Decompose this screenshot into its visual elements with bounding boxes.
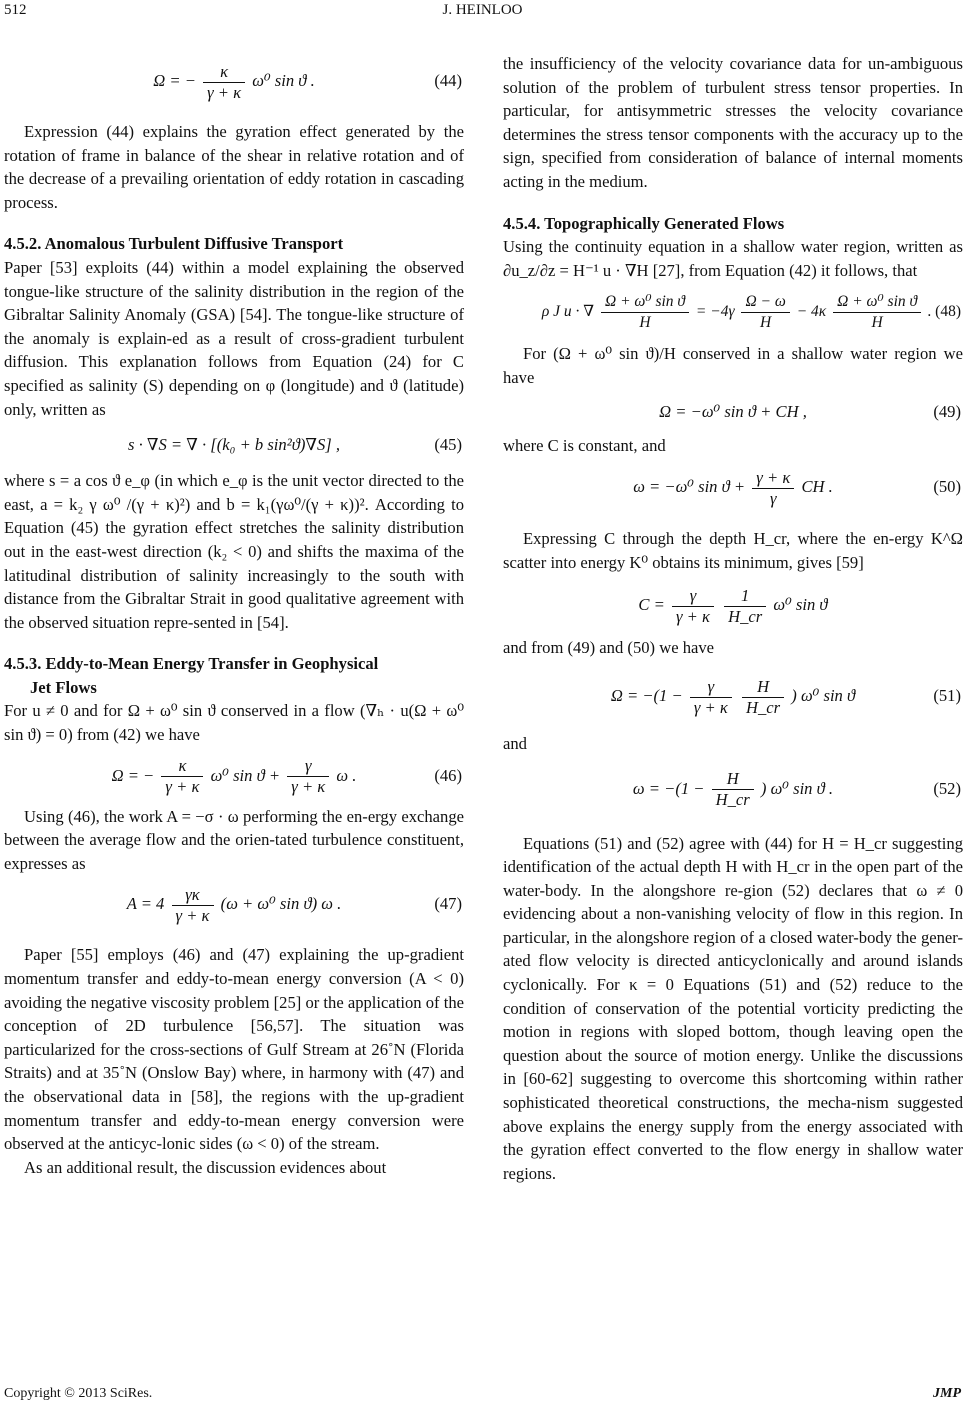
fraction: $\frac{\gamma}{\gamma + \kappa}$ bbox=[287, 756, 329, 797]
paragraph: Equations (51) and (52) agree with (44) for H = H_cr suggesting identification of the actual depth H with H_cr in the open part of the water-body. In the alongshore re-gion (52) declares that ω ≠ 0 evidencing about a non-vanishing velocity of flow in this region. In particular, in the alongshore region of a closed water-body the gener-ated flow velocity is directed anticyclonically and around islands cyclonically. For κ = 0 Equations (51) and (52) reduce to the condition of conservation of the potential vorticity predicting the motion in regions with sloped bottom, though leaving open the question about the source of motion energy. Unlike the discussions in [60-62] suggesting to overcome this shortcoming within rather sophisticated theoretical constructions, the mecha-nism suggested above explains the energy supply from the energy associated with the gyration effect converted to the flow energy in shallow water regions. bbox=[503, 833, 963, 1183]
paragraph: Using (46), the work A = −σ · ω performing the en-ergy exchange between the average flow and the orien-tated turbulence constituent, expresses as bbox=[4, 806, 464, 873]
paragraph: and from (49) and (50) we have bbox=[503, 638, 715, 658]
equation-C: C = $\frac{\gamma}{\gamma + \kappa}$ $\frac{1}{H\_cr}$ ω⁰ sin ϑ bbox=[638, 586, 828, 626]
fraction: $\frac{\gamma\kappa}{\gamma + \kappa}$ bbox=[172, 885, 214, 926]
fraction: $\frac{\text{Ω + ω⁰ sin ϑ}}{H}$ bbox=[833, 292, 921, 333]
copyright: Copyright © 2013 SciRes. bbox=[4, 1386, 153, 1401]
equation-52: ω = −(1 − $\frac{H}{H\_cr}$ ) ω⁰ sin ϑ . (52) bbox=[503, 756, 963, 822]
page-number: 512 bbox=[4, 2, 27, 18]
equation-number: (44) bbox=[434, 71, 462, 90]
paragraph: and bbox=[503, 733, 527, 753]
journal-name: JMP bbox=[933, 1386, 961, 1401]
paragraph: Expression (44) explains the gyration effect generated by the rotation of frame in balance of the shear in relative rotation and of the decrease of a prevailing orientation of eddy rotation in cascading process. bbox=[4, 122, 464, 212]
fraction: $\frac{H}{H\_cr}$ bbox=[712, 769, 754, 810]
paragraph: the insufficiency of the velocity covariance data for un-ambiguous solution of the problem of turbulent stress tensor properties. In particular, for antisymmetric stresses the velocity covariance determines the stress tensor components with the accuracy up to the sign, specified from consideration of balance of internal moments acting in the medium. bbox=[503, 54, 963, 191]
fraction: $\frac{\Omega - \omega}{H}$ bbox=[741, 292, 789, 333]
equation-47: A = 4 $\frac{\gamma\kappa}{\gamma + \kappa}$ (ω + ω⁰ sin ϑ) ω . (47) bbox=[4, 875, 464, 933]
fraction: $\frac{\text{Ω + ω⁰ sin ϑ}}{H}$ bbox=[601, 292, 689, 333]
fraction: $\frac{\gamma}{\gamma + \kappa}$ bbox=[690, 677, 732, 718]
equation-number: (50) bbox=[933, 477, 961, 497]
paragraph: Paper [53] exploits (44) within a model explaining the observed tongue-like structure of the salinity distribution in the region of the Gibraltar Salinity Anomaly (GSA) [54]. The tongue-like structure of the anomaly is explain-ed as a result of cross-gradient turbulent diffusion. This explanation follows from Equation (24) for C specified as salinity (S) depending on φ (longitude) and ϑ (latitude) only, written as bbox=[4, 257, 464, 419]
left-column bbox=[4, 52, 464, 1179]
equation-number: (51) bbox=[933, 685, 961, 705]
paragraph: For (Ω + ω⁰ sin ϑ)/H conserved in a shallow water region we have bbox=[503, 344, 963, 387]
equation-number: (46) bbox=[434, 765, 462, 785]
equation-51: Ω = −(1 − $\frac{\gamma}{\gamma + \kappa}$ $\frac{H}{H\_cr}$ ) ω⁰ sin ϑ (51) bbox=[503, 660, 963, 732]
equation-number: (45) bbox=[434, 435, 462, 455]
fraction: $\frac{\gamma + \kappa}{\gamma}$ bbox=[752, 468, 794, 509]
fraction: $\frac{\gamma}{\gamma + \kappa}$ bbox=[672, 586, 714, 627]
paragraph: Expressing C through the depth H_cr, where the en-ergy K^Ω scatter into energy K⁰ obtains its minimum, gives [59] bbox=[503, 529, 963, 572]
fraction: $\frac{H}{H\_cr}$ bbox=[742, 677, 784, 718]
section-heading: 4.5.3. Eddy-to-Mean Energy Transfer in Geophysical bbox=[4, 654, 379, 674]
equation-49: Ω = −ω⁰ sin ϑ + CH , (49) bbox=[503, 390, 963, 434]
paragraph: Paper [55] employs (46) and (47) explaining the up-gradient momentum transfer and eddy-to-mean energy conversion (A < 0) avoiding the negative viscosity problem [25] or the application of the conception of 2D turbulence [56,57]. The situation was particularized for the cross-sections of Gulf Stream at 26˚N (Florida Straits) and at 35˚N (Onslow Bay) where, in harmony with (47) and the observational data in [58], the regions with the up-gradient momentum transfer and eddy-to-mean energy conversion were observed at the anticyc-lonic sides (ω < 0) of the stream. bbox=[4, 945, 464, 1154]
equation-number: (52) bbox=[933, 778, 961, 798]
fraction: $\frac{1}{H\_cr}$ bbox=[724, 586, 766, 627]
fraction: $\frac{\kappa}{\gamma + \kappa}$ bbox=[161, 756, 203, 797]
equation-number: . (48) bbox=[927, 303, 961, 321]
equation-number: (49) bbox=[933, 401, 961, 421]
paragraph: As an additional result, the discussion evidences about bbox=[24, 1157, 387, 1177]
section-heading-continued: Jet Flows bbox=[30, 677, 97, 697]
equation-50: ω = −ω⁰ sin ϑ + $\frac{\gamma + \kappa}{\gamma}$ CH . (50) bbox=[503, 457, 963, 517]
paragraph: Using the continuity equation in a shallow water region, written as ∂u_z/∂z = H⁻¹ u · ∇H [27], from Equation (42) it follows, that bbox=[503, 237, 963, 280]
paragraph: where s = a cos ϑ e_φ (in which e_φ is the unit vector directed to the east, a = k₂ γ ω⁰ /(γ + κ)²) and b = k₁(γω⁰/(γ + κ))². According to Equation (45) the gyration effect stretches the salinity distribution out in the east-west direction (k₂ < 0) and shifts the maxima of the latitudinal distribution of salinity increasingly to the south with distance from the Gibraltar Strait in good qualitative agreement with the observed situation repre-sented in [54]. bbox=[4, 471, 464, 632]
running-author: J. HEINLOO bbox=[442, 2, 523, 18]
equation-48: ρ J u · ∇ $\frac{\text{Ω + ω⁰ sin ϑ}}{H}$ = −4γ $\frac{\Omega - \omega}{H}$ − 4κ $\frac{\text{Ω + ω⁰ sin ϑ}}{H}$ . (48) bbox=[503, 282, 963, 342]
equation-number: (47) bbox=[434, 894, 462, 914]
right-column bbox=[503, 52, 963, 1185]
fraction: $\frac{\kappa}{\gamma + \kappa}$ bbox=[203, 62, 245, 103]
paragraph: where C is constant, and bbox=[503, 435, 666, 455]
equation-44: Ω = − $\frac{\kappa}{\gamma + \kappa}$ ω⁰ sin ϑ . (44) bbox=[4, 52, 464, 110]
equation-46: Ω = − $\frac{\kappa}{\gamma + \kappa}$ ω⁰ sin ϑ + $\frac{\gamma}{\gamma + \kappa}$ ω . (46) bbox=[4, 747, 464, 805]
section-heading: 4.5.4. Topographically Generated Flows bbox=[503, 213, 785, 233]
equation-45: s · ∇S = ∇ · [(k₀ + b sin²ϑ)∇S] , (45) bbox=[4, 421, 464, 469]
section-heading: 4.5.2. Anomalous Turbulent Diffusive Transport bbox=[4, 234, 344, 254]
page-header bbox=[0, 2, 965, 24]
paragraph: For u ≠ 0 and for Ω + ω⁰ sin ϑ conserved in a flow (∇ₕ · u(Ω + ω⁰ sin ϑ) = 0) from (42) we have bbox=[4, 701, 464, 745]
